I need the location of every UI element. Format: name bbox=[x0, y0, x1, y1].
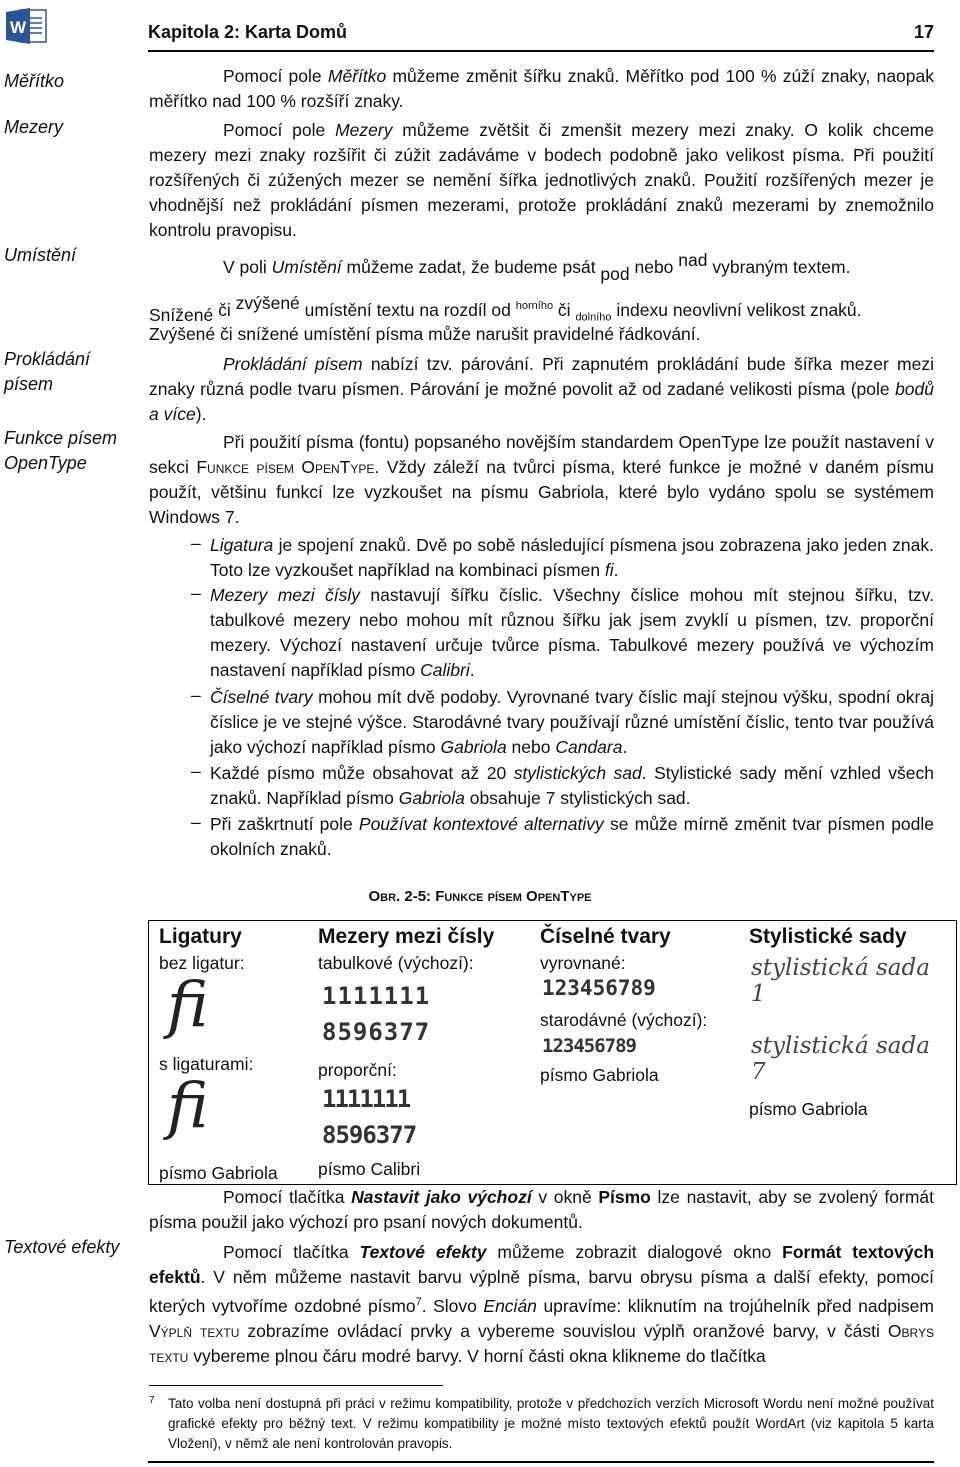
margin-note-textove-efekty: Textové efekty bbox=[4, 1237, 120, 1257]
chapter-title: Kapitola 2: Karta Domů bbox=[148, 22, 348, 42]
paragraph-umisteni: V poli Umístění můžeme zadat, že budeme psát pod nebo nad vybraným textem. bbox=[223, 250, 851, 284]
opentype-features-table bbox=[148, 920, 957, 1185]
number-sample: 1111111 bbox=[322, 1085, 410, 1113]
margin-note-line: Prokládání bbox=[4, 349, 91, 369]
paragraph-prokladani: Prokládání písem nabízí tzv. párování. Při zapnutém prokládání bude šířka mezer mezi znaky různá podle tvaru písmen. Párování je možné povolit až od zadané velikosti písma (pole bodů a více). bbox=[149, 354, 934, 424]
margin-note-mezery: Mezery bbox=[4, 117, 64, 137]
paragraph-opentype: Při použití písma (fontu) popsaného novějším standardem OpenType lze použít nastavení v sekci Funkce písem OpenType. Vždy záleží na tvůrci písma, které funkce je možné v daném písmu použít, většinu funkcí lze vyzkoušet na písmu Gabriola, které bylo vydáno spolu se systémem Windows 7. bbox=[149, 432, 934, 527]
paragraph-textove-efekty: Pomocí tlačítka Textové efekty můžeme zobrazit dialogové okno Formát textových efektů. V něm můžeme nastavit barvu výplně písma, barvu obrysu písma a další efekty, pomocí kterých vytvoříme ozdobné písmo$^7$. Slovo Encián upravíme: kliknutím na trojúhelník před nadpisem Výplň textu zobrazíme ovládací prvky a vybereme souvislou výplň oranžové barvy, v části Obrys textu vybereme plnou čáru modré barvy. V horní části okna klikneme do tlačítka bbox=[149, 1242, 935, 1366]
figure-caption: Obr. 2-5: Funkce písem OpenType bbox=[368, 888, 592, 905]
table-cell bbox=[739, 949, 957, 1185]
page-bottom-rule bbox=[148, 1461, 934, 1463]
page-number: 17 bbox=[913, 22, 934, 42]
table-cell bbox=[308, 949, 530, 1185]
paragraph-mezery: Pomocí pole Mezery můžeme zvětšit či zmenšit mezery mezi znaky. O kolik chceme mezery mezi znaky rozšířit či zúžit zadáváme v bodech podobně jako velikost písma. Při použití rozšířených či zúžených mezer se nemění šířka jednotlivých znaků. Použití rozšířených mezer je vhodnější než prokládání písmen mezerami, protože prokládání znaků mezerami by znemožnilo kontrolu pravopisu. bbox=[149, 120, 934, 240]
table-cell bbox=[149, 949, 309, 1185]
ligature-sample: ﬁ bbox=[167, 1069, 209, 1142]
cell-label: s ligaturami: bbox=[159, 1054, 254, 1074]
font-name: písmo Gabriola bbox=[749, 1099, 868, 1119]
table-header: Stylistické sady bbox=[749, 925, 907, 948]
cell-label: tabulkové (výchozí): bbox=[318, 953, 474, 973]
margin-note-line: písem bbox=[4, 374, 54, 394]
cell-label: starodávné (výchozí): bbox=[540, 1010, 708, 1030]
footnote-ref[interactable]: 7 bbox=[415, 1296, 422, 1308]
table-header: Číselné tvary bbox=[540, 925, 671, 948]
number-sample: 8596377 bbox=[322, 1121, 417, 1149]
cell-label: vyrovnané: bbox=[540, 953, 626, 973]
paragraph-meritko: Pomocí pole Měřítko můžeme změnit šířku znaků. Měřítko pod 100 % zúží znaky, naopak měřítko nad 100 % rozšíří znaky. bbox=[149, 66, 935, 111]
footnote-text: Tato volba není dostupná při práci v režimu kompatibility, protože v předchozích verzích Microsoft Wordu není možné používat grafické efekty pro běžný text. V režimu kompatibility je možné místo textových efektů použít WordArt (viz kapitola 5 karta Vložení), v němž ale není kontrolován pravopis. bbox=[168, 1396, 934, 1451]
font-name: písmo Gabriola bbox=[540, 1065, 659, 1085]
table-header: Ligatury bbox=[159, 925, 242, 948]
number-sample: 123456789 bbox=[542, 976, 656, 1000]
font-name: písmo Calibri bbox=[318, 1159, 421, 1179]
paragraph-umisteni-line3: Zvýšené či snížené umístění písma může narušit pravidelné řádkování. bbox=[149, 324, 701, 344]
margin-note-line: OpenType bbox=[4, 453, 87, 473]
margin-note-prokladani bbox=[4, 347, 90, 397]
word-icon bbox=[6, 6, 48, 46]
page-header bbox=[148, 20, 934, 52]
number-sample: 1111111 bbox=[322, 982, 431, 1010]
stylistic-set-sample: stylistická sada 1 bbox=[751, 955, 930, 1007]
margin-note-umisteni: Umístění bbox=[4, 245, 77, 265]
svg-text:W: W bbox=[10, 18, 27, 37]
paragraph-nastavit-vychozi: Pomocí tlačítka Nastavit jako výchozí v okně Písmo lze nastavit, aby se zvolený formát písma použil jako výchozí pro psaní nových dokumentů. bbox=[149, 1187, 934, 1232]
paragraph-umisteni-line2: Snížené či zvýšené umístění textu na rozdíl od $^{horního}$ či $_{dolního}$ indexu neovlivní velikost znaků. bbox=[149, 292, 862, 325]
cell-label: proporční: bbox=[318, 1060, 397, 1080]
ligature-sample: fi bbox=[167, 968, 209, 1041]
table-header: Mezery mezi čísly bbox=[318, 925, 495, 948]
margin-note-meritko: Měřítko bbox=[4, 71, 65, 91]
margin-note-funkce bbox=[4, 426, 117, 476]
margin-note-line: Funkce písem bbox=[4, 428, 118, 448]
footnote-number: 7 bbox=[149, 1395, 155, 1406]
table-cell bbox=[530, 949, 739, 1185]
cell-label: bez ligatur: bbox=[159, 953, 245, 973]
number-sample: 8596377 bbox=[322, 1018, 431, 1046]
footnote-separator bbox=[149, 1385, 443, 1386]
number-sample: 123456789 bbox=[542, 1035, 636, 1057]
font-name: písmo Gabriola bbox=[159, 1163, 278, 1183]
stylistic-set-sample: stylistická sada 7 bbox=[751, 1033, 930, 1085]
